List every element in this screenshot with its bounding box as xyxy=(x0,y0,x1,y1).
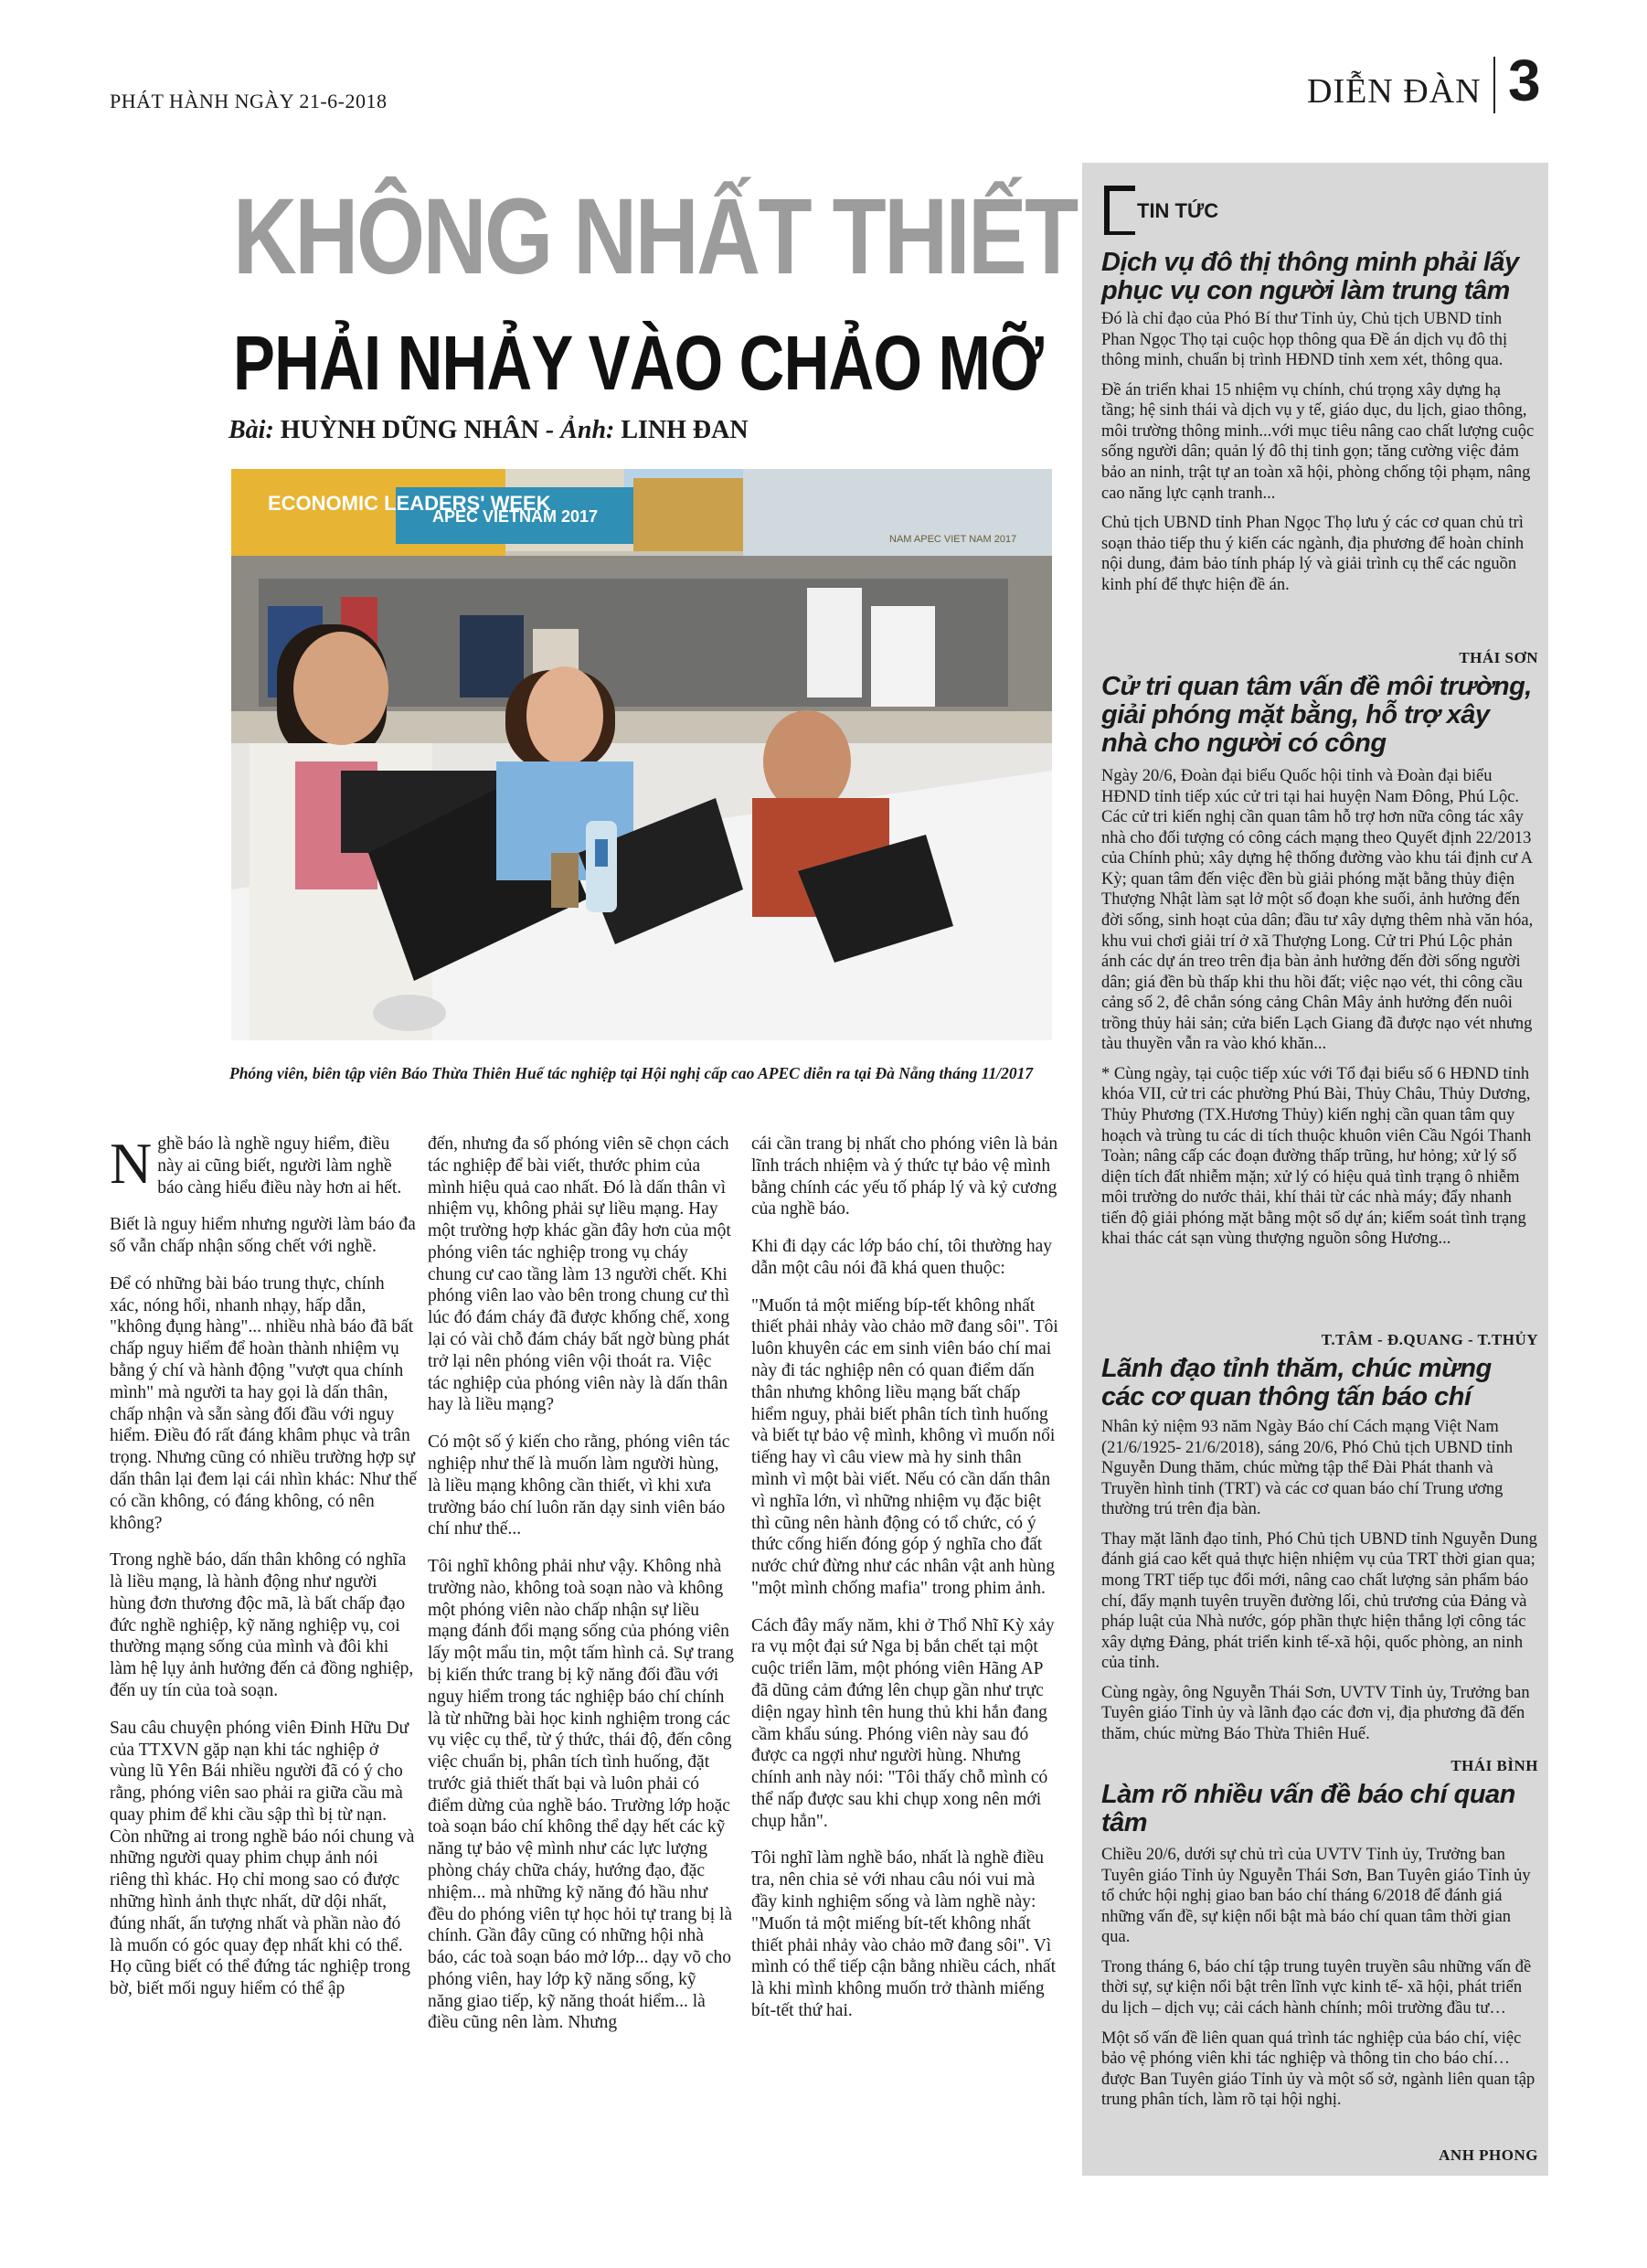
article-paragraph: Khi đi dạy các lớp báo chí, tôi thường hay dẫn một câu nói đã khá quen thuộc: xyxy=(751,1237,1053,1278)
header-divider xyxy=(1493,57,1495,113)
article-paragraph: Cách đây mấy năm, khi ở Thổ Nhĩ Kỳ xảy ra vụ một đại sứ Nga bị bắn chết tại một cuộc triển lãm, một phóng viên Hãng AP đã dũng cảm đứng lên chụp gần như trực diện ngay hình tên hung thủ khi hắn đang cầm khẩu súng. Phóng viên này sau đó được ca ngợi như người hùng. Nhưng chính anh này nói: "Tôi thấy chỗ mình có thể nấp được sau khi chụp xong nên mới chụp hẳn". xyxy=(751,1615,1055,1831)
news-paragraph: Cùng ngày, ông Nguyễn Thái Sơn, UVTV Tỉnh ủy, Trưởng ban Tuyên giáo Tỉnh ủy và lãnh đạo các đơn vị, địa phương đã đến thăm, chúc mừng Báo Thừa Thiên Huế. xyxy=(1101,1683,1530,1743)
news-label: TIN TỨC xyxy=(1133,199,1222,223)
byline xyxy=(228,416,749,445)
drop-cap: N xyxy=(110,1131,153,1196)
news-headline: Cử tri quan tâm vấn đề môi trường, giải phóng mặt bằng, hỗ trợ xây nhà cho người có công xyxy=(1101,672,1532,759)
news-body xyxy=(1101,1417,1538,1753)
author-name: HUỲNH DŨNG NHÂN xyxy=(280,416,539,444)
news-paragraph: Thay mặt lãnh đạo tỉnh, Phó Chủ tịch UBND tỉnh Nguyễn Dung đánh giá cao kết quả thực hiện nhiệm vụ của TRT thời gian qua; mong TRT tiếp tục đổi mới, nâng cao chất lượng sản phẩm báo chí, đẩy mạnh tuyên truyền đường lối, chủ trương của Đảng và pháp luật của Nhà nước, góp phần thực hiện thắng lợi công tác xây dựng Đảng, phát triển kinh tế-xã hội, quốc phòng, an ninh của tỉnh. xyxy=(1101,1529,1537,1673)
article-paragraph: Trong nghề báo, dấn thân không có nghĩa là liều mạng, là hành động như người hùng đơn thương độc mã, là bất chấp đạo đức nghề nghiệp, kỹ năng nghiệp vụ, coi thường mạng sống của mình và đôi khi làm hệ lụy ảnh hưởng đến cả đồng nghiệp, đến uy tín của toà soạn. xyxy=(110,1550,414,1700)
news-paragraph: Ngày 20/6, Đoàn đại biểu Quốc hội tỉnh và Đoàn đại biểu HĐND tỉnh tiếp xúc cử tri tại hai huyện Nam Đông, Phú Lộc. Các cử tri kiến nghị cần quan tâm hỗ trợ hơn nữa công tác xây nhà cho đối tượng có công cách mạng theo Quyết định 22/2013 của Chính phủ; xây dựng hệ thống đường vào khu tái định cư A Kỳ; quan tâm đến việc đền bù giải phóng mặt bằng thủy điện Thượng Nhật làm sạt lở một số đoạn khe suối, ảnh hưởng đến đời sống, sinh hoạt của dân; đầu tư xây dựng thêm nhà văn hóa, khu vui chơi giải trí ở xã Thượng Long. Cử tri Phú Lộc phản ánh các dự án treo trên địa bàn ảnh hưởng đến đời sống người dân; giá đền bù thấp khi thu hồi đất; việc nạo vét, thi công cầu cảng số 2, đê chắn sóng cảng Chân Mây ảnh hưởng đến nuôi trồng thủy hải sản; cửa biển Lạch Giang đã được nạo vét nhưng tàu thuyền vẫn ra vào khó khăn... xyxy=(1101,767,1534,1054)
news-paragraph: Đề án triển khai 15 nhiệm vụ chính, chú trọng xây dựng hạ tầng; hệ sinh thái và dịch vụ y tế, giáo dục, du lịch, giao thông, môi trường thông minh...với mục tiêu nâng cao chất lượng cuộc sống người dân; quản lý đô thị tinh gọn; tăng cường việc đảm bảo an ninh, trật tự an toàn xã hội, phòng chống tội phạm, nâng cao năng lực cạnh tranh... xyxy=(1101,380,1535,503)
photo-banner-left: ECONOMIC LEADERS' WEEK xyxy=(268,492,551,515)
byline-label-author: Bài: xyxy=(228,416,274,444)
article-paragraph: Có một số ý kiến cho rằng, phóng viên tác nghiệp như thế là muốn làm người hùng, là liều mạng không cần thiết, vì khi xưa trường báo chí luôn răn dạy sinh viên báo chí như thế... xyxy=(428,1432,730,1539)
news-paragraph: Chủ tịch UBND tỉnh Phan Ngọc Thọ lưu ý các cơ quan chủ trì soạn thảo tiếp thu ý kiến các ngành, địa phương để hoàn chỉnh nội dung, đảm bảo tính pháp lý và giải trình cụ thể các nguồn kinh phí để thực hiện đề án. xyxy=(1101,514,1525,594)
article-column-1 xyxy=(110,1131,418,2016)
section-name: DIỄN ĐÀN xyxy=(1307,72,1482,111)
article-paragraph: Tôi nghĩ không phải như vậy. Không nhà trường nào, không toà soạn nào và không một phóng viên nào chấp nhận sự liều mạng đánh đổi mạng sống của phóng viên lấy một mẩu tin, một tấm hình cả. Sự trang bị kiến thức trang bị kỹ năng đối đầu với nguy hiểm trong tác nghiệp báo chí chính là từ những bài học kinh nghiệm trong các vụ việc cụ thể, từ ý thức, thái độ, đến công việc chuẩn bị, phân tích tình huống, đặt trước giả thiết thất bại và luôn phải có điểm dừng của nghề báo. Trường lớp hoặc toà soạn báo chí không thể dạy hết các kỹ năng tự bảo vệ mình như các lực lượng phòng cháy chữa cháy, hướng đạo, đặc nhiệm... mà những kỹ năng đó hầu như đều do phóng viên tự học hỏi tự trang bị là chính. Gần đây cũng có những hội nhà báo, các toà soạn báo mở lớp... dạy võ cho phóng viên, hay lớp kỹ năng sống, kỹ năng giao tiếp, kỹ năng thoát hiểm... là điều cũng nên làm. Nhưng xyxy=(428,1557,734,2033)
news-paragraph: Nhân kỷ niệm 93 năm Ngày Báo chí Cách mạng Việt Nam (21/6/1925- 21/6/2018), sáng 20/6, Phó Chủ tịch UBND tỉnh Nguyễn Dung thăm, chúc mừng tập thể Đài Phát thanh và Truyền hình tỉnh (TRT) và các cơ quan báo chí Trung ương thường trú trên địa bàn. xyxy=(1101,1418,1514,1519)
news-headline: Dịch vụ đô thị thông minh phải lấy phục vụ con người làm trung tâm xyxy=(1101,248,1519,306)
news-headline: Lãnh đạo tỉnh thăm, chúc mừng các cơ quan thông tấn báo chí xyxy=(1101,1354,1492,1412)
article-paragraph-text: ghề báo là nghề nguy hiểm, điều này ai cũng biết, người làm nghề báo càng hiểu điều này hơn ai hết. xyxy=(157,1134,402,1198)
photo-banner-center: APEC VIETNAM 2017 xyxy=(432,507,599,526)
article-paragraph: "Muốn tả một miếng bíp-tết không nhất thiết phải nhảy vào chảo mỡ đang sôi". Tôi luôn khuyên các em sinh viên báo chí mai này đi tác nghiệp nên có quan điểm dấn thân nhưng không liều mạng bất chấp hiểm nguy, phải biết phân tích tình huống và biết tự bảo vệ mình, không vì muốn nổi tiếng hay vì câu view mà hy sinh thân mình vì một bài viết. Nếu có cần dấn thân vì nghĩa lớn, vì những nhiệm vụ đặc biệt thì cũng nên hành động có tổ chức, có ý thức cống hiến đóng góp ý nghĩa cho đất nước chứ đừng như các nhân vật anh hùng "một mình chống mafia" trong phim ảnh. xyxy=(751,1295,1058,1598)
news-credit: T.TÂM - Đ.QUANG - T.THỦY xyxy=(1321,1331,1538,1348)
article-paragraph: cái cần trang bị nhất cho phóng viên là bản lĩnh trách nhiệm và ý thức tự bảo vệ mình bằng chính các yếu tố pháp lý và kỷ cương của nghề báo. xyxy=(751,1134,1058,1219)
news-credit: ANH PHONG xyxy=(1439,2146,1538,2164)
press-room-photo-illustration xyxy=(231,469,1052,1040)
news-paragraph: * Cùng ngày, tại cuộc tiếp xúc với Tổ đại biểu số 6 HĐND tỉnh khóa VII, cử tri các phường Phú Bài, Thủy Châu, Thủy Dương, Thủy Phương (TX.Hương Thủy) kiến nghị cần quan tâm quy hoạch và trùng tu các di tích thuộc khuôn viên Cầu Ngói Thanh Toàn; nâng cấp các đoạn đường thấp trũng, hư hỏng; xử lý số diện tích đất nhiễm mặn; xử lý có hiệu quả tình trạng ô nhiễm môi trường do nước thải, khí thải từ các nhà máy; đẩy nhanh tiến độ giải phóng mặt bằng một số dự án; kiểm soát tình trạng khai thác cát sạn vùng thượng nguồn sông Hương... xyxy=(1101,1064,1532,1249)
news-credit: THÁI BÌNH xyxy=(1450,1757,1538,1774)
article-title-line1: KHÔNG NHẤT THIẾT xyxy=(233,176,1077,297)
photographer-name: LINH ĐAN xyxy=(621,416,749,444)
issue-date: PHÁT HÀNH NGÀY 21-6-2018 xyxy=(110,90,388,112)
news-paragraph: Chiều 20/6, dưới sự chủ trì của UVTV Tỉnh ủy, Trưởng ban Tuyên giáo Tỉnh ủy Nguyễn Thái Sơn, Ban Tuyên giáo Tỉnh ủy tổ chức hội nghị giao ban báo chí tháng 6/2018 để đánh giá những vấn đề, sự kiện nổi bật mà báo chí quan tâm thời gian qua. xyxy=(1101,1846,1531,1947)
byline-label-photo: - Ảnh: xyxy=(545,416,615,444)
news-body xyxy=(1101,309,1538,604)
article-paragraph: Tôi nghĩ làm nghề báo, nhất là nghề điều tra, nên chia sẻ với nhau câu nói vui mà đầy kinh nghiệm sống và làm nghề này: "Muốn tả một miếng bít-tết không nhất thiết phải nhảy vào chảo mỡ đang sôi". Vì mình có thể tiếp cận bằng nhiều cách, nhất là khi mình không muốn trở thành miếng bít-tết thứ hai. xyxy=(751,1848,1057,2020)
page-number: 3 xyxy=(1508,48,1541,113)
article-paragraph: đến, nhưng đa số phóng viên sẽ chọn cách tác nghiệp để bài viết, thước phim của mình hiệu quả cao nhất. Đó là dấn thân vì nhiệm vụ, không phải sự liều mạng. Hay một trường hợp khác gần đây hơn của một phóng viên tác nghiệp trong vụ cháy chung cư cao tầng làm 13 người chết. Khi phóng viên lao vào bên trong chung cư thì lúc đó đám cháy đã được khống chế, xong lại có vài chỗ đám cháy bất ngờ bùng phát trở lại nên phóng viên vội thoát ra. Việc tác nghiệp của phóng viên này là dấn thân hay là liều mạng? xyxy=(428,1134,731,1415)
article-title-line2: PHẢI NHẢY VÀO CHẢO MỠ xyxy=(233,320,1044,406)
news-credit: THÁI SƠN xyxy=(1459,649,1538,666)
article-column-2 xyxy=(428,1134,735,2050)
article-column-3 xyxy=(751,1134,1058,2038)
photo-caption: Phóng viên, biên tập viên Báo Thừa Thiên Huế tác nghiệp tại Hội nghị cấp cao APEC diễn ra tại Đà Nẵng tháng 11/2017 xyxy=(229,1064,1034,1082)
article-paragraph xyxy=(110,1131,417,1198)
news-paragraph: Một số vấn đề liên quan quá trình tác nghiệp của báo chí, việc bảo vệ phóng viên khi tác nghiệp và thông tin cho báo chí…được Ban Tuyên giáo Tỉnh ủy và một số sở, ngành liên quan tập trung phân tích, làm rõ tại hội nghị. xyxy=(1101,2028,1535,2110)
news-paragraph: Trong tháng 6, báo chí tập trung tuyên truyền sâu những vấn đề thời sự, sự kiện nổi bật trên lĩnh vực kinh tế- xã hội, phát triển du lịch – dịch vụ; cải cách hành chính; môi trường đầu tư… xyxy=(1101,1957,1532,2018)
news-paragraph: Đó là chỉ đạo của Phó Bí thư Tỉnh ủy, Chủ tịch UBND tỉnh Phan Ngọc Thọ tại cuộc họp thông qua Đề án dịch vụ đô thị thông minh, chuẩn bị trình HĐND tỉnh xem xét, thông qua. xyxy=(1101,310,1508,370)
news-label-bracket xyxy=(1104,186,1135,235)
news-headline: Làm rõ nhiều vấn đề báo chí quan tâm xyxy=(1101,1780,1515,1838)
photo-banner-right: NAM APEC VIET NAM 2017 xyxy=(889,534,1017,545)
news-body xyxy=(1101,766,1538,1259)
article-paragraph: Biết là nguy hiểm nhưng người làm báo đa số vẫn chấp nhận sống chết với nghề. xyxy=(110,1215,416,1257)
news-body xyxy=(1101,1845,1538,2120)
article-paragraph: Để có những bài báo trung thực, chính xác, nóng hổi, nhanh nhạy, hấp dẫn, "không đụng hàng"... nhiều nhà báo đã bất chấp nguy hiểm để hoàn thành nhiệm vụ bằng ý chí và hành động "vượt qua chính mình" mà người ta hay gọi là dấn thân, chấp nhận và sẵn sàng đối đầu với nguy hiểm. Điều đó rất đáng khâm phục và trân trọng. Nhưng cũng có nhiều trường hợp sự dấn thân lại đem lại cái nhìn khác: Như thế có cần không, có đáng không, có nên không? xyxy=(110,1273,418,1533)
article-photo xyxy=(231,469,1052,1040)
article-paragraph: Sau câu chuyện phóng viên Đinh Hữu Dư của TTXVN gặp nạn khi tác nghiệp ở vùng lũ Yên Bái nhiều người đã có ý cho rằng, phóng viên sao phải ra giữa cầu mà quay phim để khi cầu sập thì bị từ nạn. Còn những ai trong nghề báo nói chung và những người quay phim chụp ảnh nói riêng thì khác. Họ chỉ mong sao có được những hình ảnh thực nhất, dữ dội nhất, đúng nhất, ấn tượng nhất và phần nào đó là muốn có góc quay đẹp nhất khi có thể. Họ cũng biết có thể đứng tác nghiệp trong bờ, biết mối nguy hiểm có thể ập xyxy=(110,1718,415,1999)
